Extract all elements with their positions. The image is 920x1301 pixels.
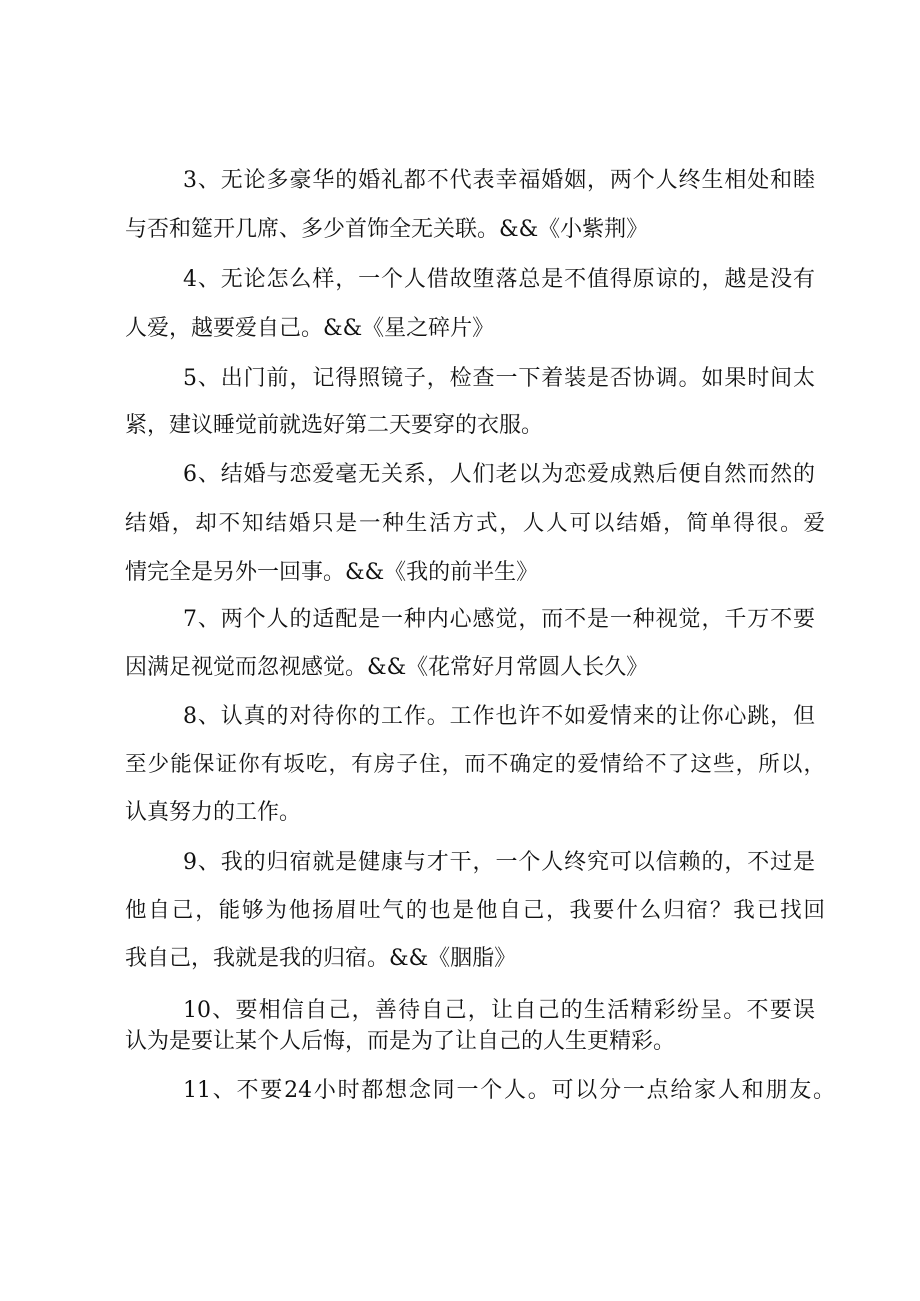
item-10-line-1: 10、要相信自己，善待自己，让自己的生活精彩纷呈。不要误 xyxy=(183,998,815,1023)
item-7-line-1: 7、两个人的适配是一种内心感觉，而不是一种视觉，千万不要 xyxy=(183,607,815,632)
item-8-line-2: 至少能保证你有坂吃，有房子住，而不确定的爱情给不了这些，所以， xyxy=(125,752,825,777)
item-6-line-1: 6、结婚与恋爱毫无关系，人们老以为恋爱成熟后便自然而然的 xyxy=(183,462,815,487)
item-6-line-3: 情完全是另外一回事。&&《我的前半生》 xyxy=(125,560,539,585)
item-9-line-3: 我自己，我就是我的归宿。&&《胭脂》 xyxy=(125,946,517,971)
item-4-line-1: 4、无论怎么样，一个人借故堕落总是不值得原谅的，越是没有 xyxy=(183,267,815,292)
item-9-line-1: 9、我的归宿就是健康与才干，一个人终究可以信赖的，不过是 xyxy=(183,850,815,875)
item-10-line-2: 认为是要让某个人后悔，而是为了让自己的人生更精彩。 xyxy=(125,1029,676,1054)
item-9-line-2: 他自己，能够为他扬眉吐气的也是他自己，我要什么归宿？我已找回 xyxy=(125,898,825,923)
item-4-line-2: 人爱，越要爱自己。&&《星之碎片》 xyxy=(125,316,495,341)
item-5-line-1: 5、出门前，记得照镜子，检查一下着装是否协调。如果时间太 xyxy=(183,366,815,391)
item-3-line-1: 3、无论多豪华的婚礼都不代表幸福婚姻，两个人终生相处和睦 xyxy=(183,168,815,193)
item-7-line-2: 因满足视觉而忽视感觉。&&《花常好月常圆人长久》 xyxy=(125,655,649,680)
item-11-line-1: 11、不要24小时都想念同一个人。可以分一点给家人和朋友。 xyxy=(183,1078,835,1103)
item-8-line-3: 认真努力的工作。 xyxy=(125,800,302,825)
item-8-line-1: 8、认真的对待你的工作。工作也许不如爱情来的让你心跳，但 xyxy=(183,704,815,729)
item-6-line-2: 结婚，却不知结婚只是一种生活方式，人人可以结婚，简单得很。爱 xyxy=(125,511,825,536)
item-5-line-2: 紧，建议睡觉前就选好第二天要穿的衣服。 xyxy=(125,413,544,438)
item-3-line-2: 与否和筵开几席、多少首饰全无关联。&&《小紫荆》 xyxy=(125,217,649,242)
